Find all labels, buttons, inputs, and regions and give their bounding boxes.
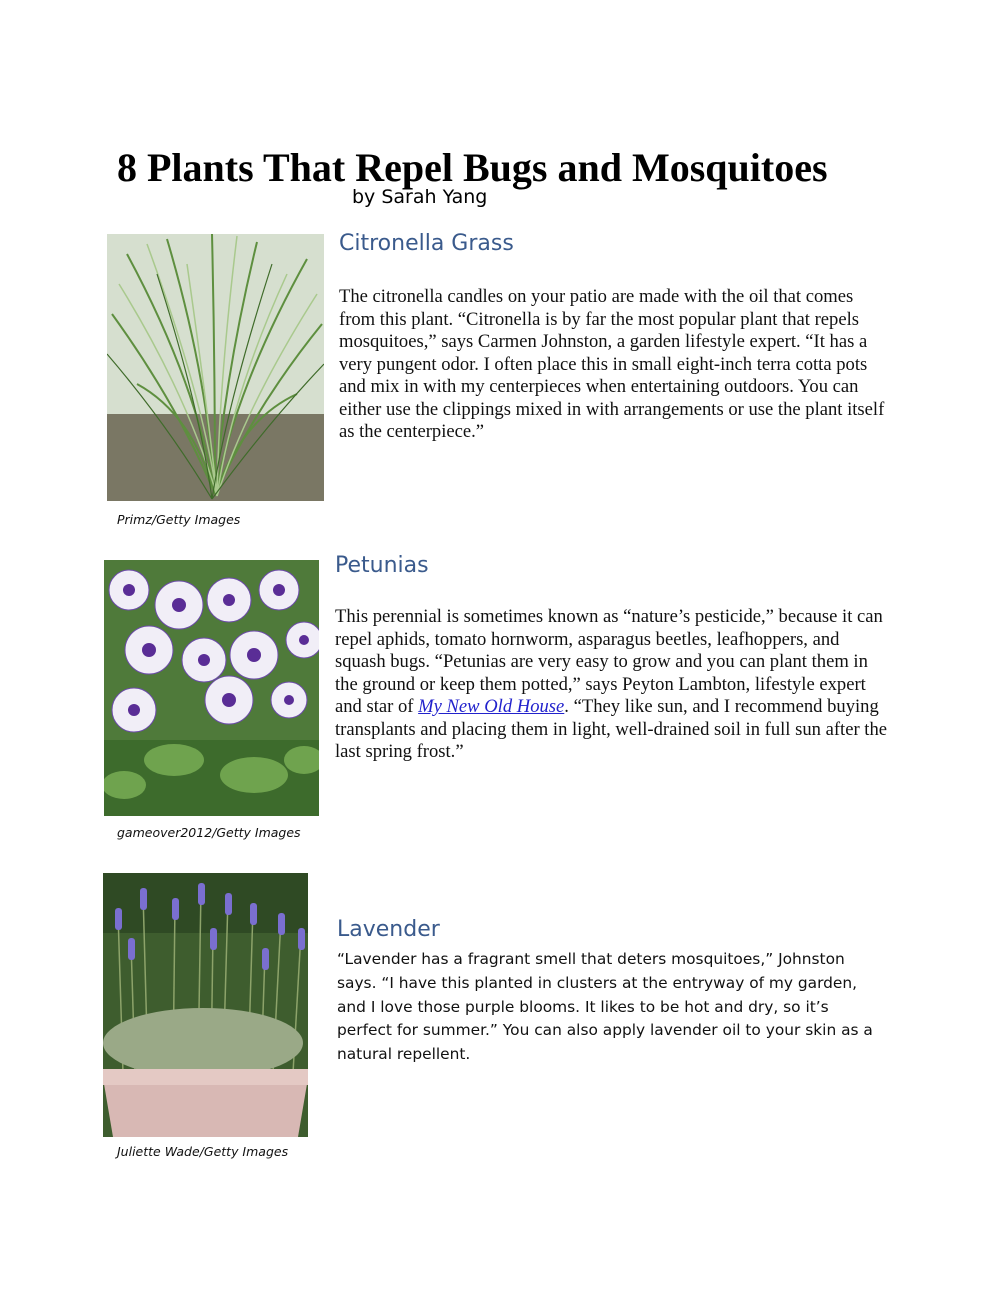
section-body-petunias-text-end: . “They like sun, and I recommend buying transplants and placing them in light, well-drained soil in full sun after the last spring frost.” bbox=[335, 696, 888, 762]
lavender-photo bbox=[103, 873, 308, 1137]
section-body-petunias-text: This perennial is sometimes known as “nature’s pesticide,” because it can repel aphids, tomato hornworm, asparagus beetles, leafhoppers, and squash bugs. “Petunias are very easy to grow and you can plant them in the ground or keep them potted,” says Peyton Lambton, lifestyle expert and star of bbox=[335, 606, 883, 717]
citronella-grass-photo bbox=[107, 234, 324, 501]
section-heading-citronella: Citronella Grass bbox=[339, 231, 514, 256]
section-heading-lavender: Lavender bbox=[337, 917, 440, 942]
image-credit: Juliette Wade/Getty Images bbox=[117, 1144, 289, 1159]
image-credit: gameover2012/Getty Images bbox=[117, 825, 301, 840]
section-heading-petunias: Petunias bbox=[335, 553, 429, 578]
section-body-citronella: The citronella candles on your patio are made with the oil that comes from this plant. “Citronella is by far the most popular plant that repels mosquitoes,” says Carmen Johnston, a garden lifestyle expert. “It has a very pungent odor. I often place this in small eight-inch terra cotta pots and mix in with my centerpieces when entertaining outdoors. You can either use the clippings mixed in with arrangements or use the plant itself as the centerpiece.” bbox=[339, 286, 885, 442]
section-body-lavender: “Lavender has a fragrant smell that deters mosquitoes,” Johnston says. “I have this planted in clusters at the entryway of my garden, and I love those purple blooms. It likes to be hot and dry, so it’s perfect for summer.” You can also apply lavender oil to your skin as a natural repellent. bbox=[337, 950, 873, 1064]
my-new-old-house-link[interactable]: My New Old House bbox=[418, 696, 565, 717]
byline: by Sarah Yang bbox=[352, 186, 488, 208]
page-title: 8 Plants That Repel Bugs and Mosquitoes bbox=[117, 144, 828, 190]
section-body-petunias bbox=[335, 606, 890, 764]
image-credit: Primz/Getty Images bbox=[117, 512, 241, 527]
petunias-photo bbox=[104, 560, 319, 816]
